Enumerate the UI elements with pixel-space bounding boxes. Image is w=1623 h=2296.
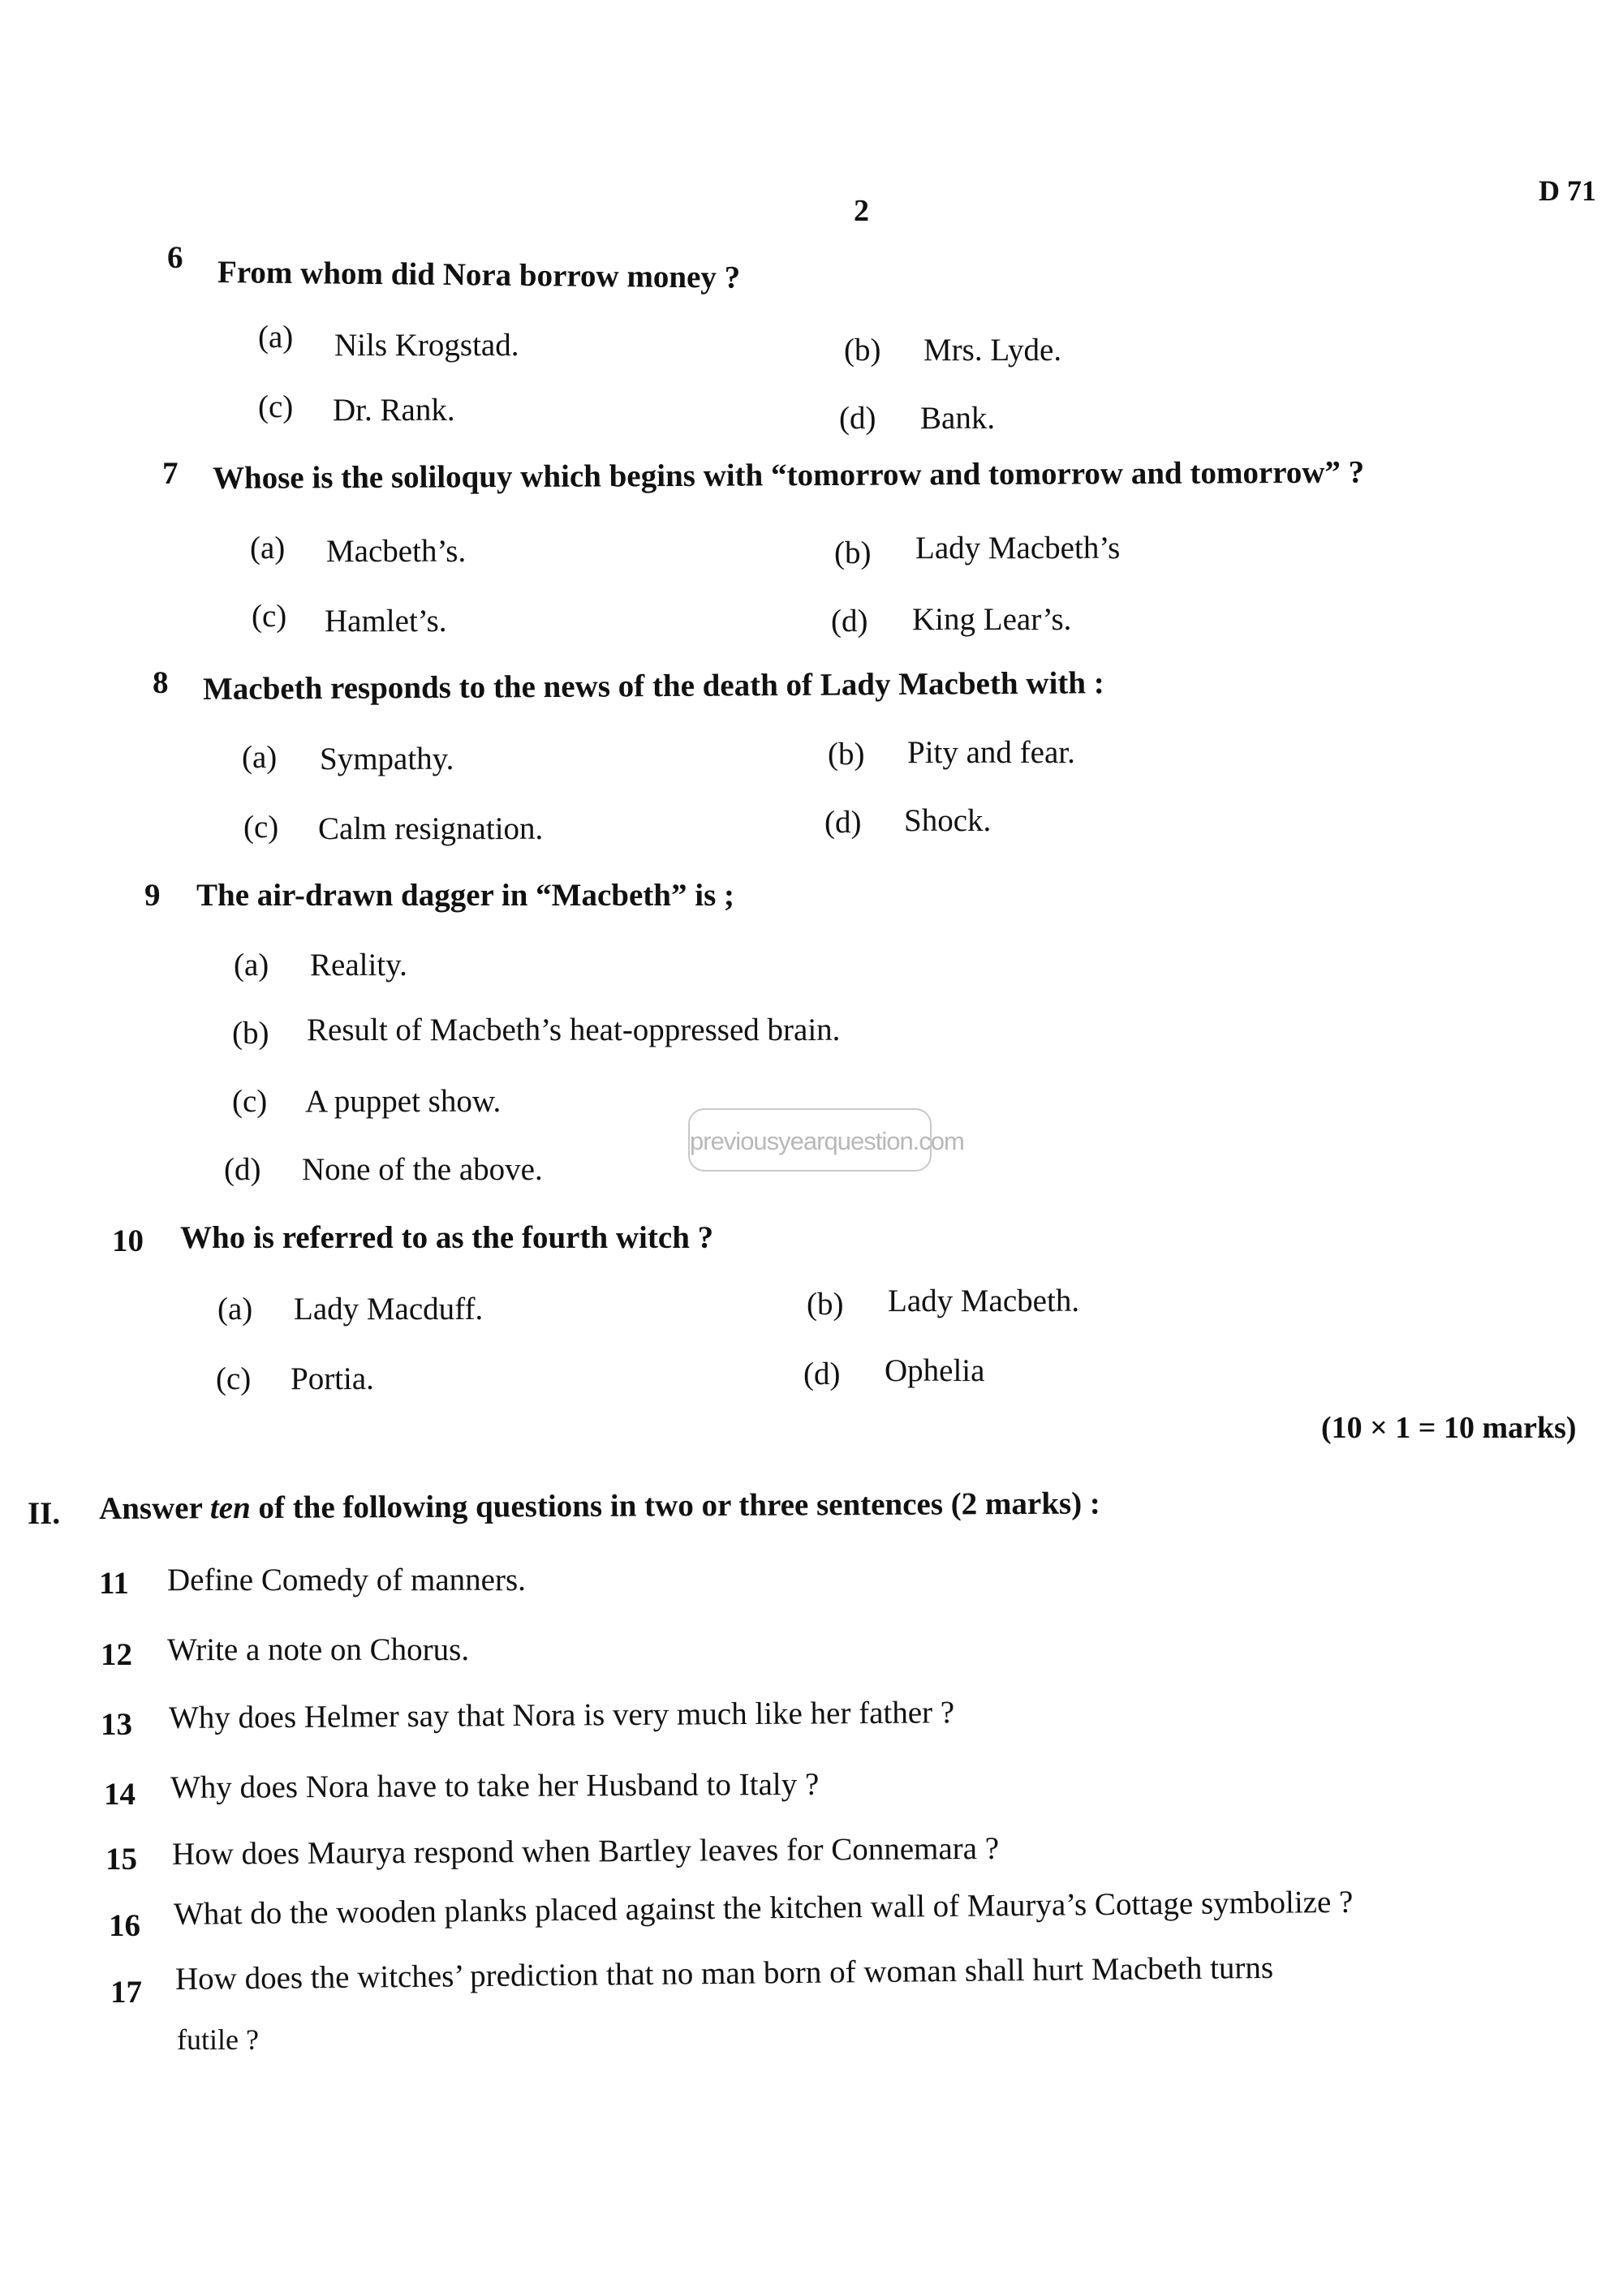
option-label: (c) [216,1361,252,1396]
option-text: Mrs. Lyde. [923,333,1062,368]
page-number: 2 [854,194,869,228]
paper-code: D 71 [1539,174,1596,207]
question-number: 16 [109,1908,140,1943]
question-number: 10 [112,1223,144,1258]
option-label: (d) [803,1357,841,1391]
option-text: Result of Macbeth’s heat-oppressed brain. [307,1013,841,1047]
question-number: 15 [105,1842,137,1877]
option-text: Lady Macbeth’s [915,531,1121,565]
question-text: What do the wooden planks placed against the kitchen wall of Maurya’s Cottage symbolize ? [173,1884,1354,1932]
instruction-post: of the following questions in two or three sentences (2 marks) : [250,1486,1100,1526]
option-label: (c) [252,599,287,634]
option-text: Portia. [291,1361,374,1396]
option-text: Lady Macduff. [294,1292,484,1326]
question-text: From whom did Nora borrow money ? [217,255,741,295]
option-label: (a) [258,320,294,355]
option-label: (c) [243,810,279,845]
question-text: Why does Nora have to take her Husband to Italy ? [170,1766,820,1805]
option-text: Reality. [310,948,407,982]
question-text: How does Maurya respond when Bartley leaves for Connemara ? [171,1830,1000,1872]
section-marks: (10 × 1 = 10 marks) [1321,1411,1577,1445]
section-numeral: II. [28,1496,61,1531]
instruction-pre: Answer [98,1490,210,1526]
option-text: Calm resignation. [318,811,544,846]
option-text: None of the above. [302,1152,543,1187]
question-number: 7 [162,456,179,491]
option-label: (d) [824,805,862,840]
option-text: Hamlet’s. [325,604,447,638]
option-label: (c) [258,389,294,424]
option-text: Sympathy. [320,742,454,776]
option-text: Dr. Rank. [333,393,455,428]
question-number: 8 [153,665,169,700]
section-instruction [99,1485,1100,1529]
option-label: (a) [217,1292,253,1326]
option-label: (a) [250,531,286,565]
option-text: Lady Macbeth. [888,1283,1080,1318]
option-text: King Lear’s. [912,602,1072,637]
option-text: Nils Krogstad. [334,328,519,363]
option-text: Bank. [920,401,996,436]
question-number: 6 [167,240,183,275]
option-text: Macbeth’s. [326,534,467,569]
option-label: (b) [834,535,872,570]
option-label: (b) [807,1287,844,1322]
watermark-logo: previousyearquestion.com [688,1108,932,1172]
option-label: (c) [232,1084,268,1119]
question-number: 17 [110,1975,142,2010]
question-number: 12 [101,1637,132,1672]
option-text: Pity and fear. [907,735,1075,770]
question-number: 14 [104,1777,136,1812]
option-label: (d) [224,1152,261,1187]
option-label: (b) [828,737,865,772]
question-text: Write a note on Chorus. [167,1632,470,1667]
option-label: (a) [242,740,278,775]
question-text: How does the witches’ prediction that no man born of woman shall hurt Macbeth turns [174,1950,1274,1997]
option-label: (a) [234,948,269,982]
question-number: 9 [144,878,161,913]
option-text: Shock. [904,803,992,838]
option-label: (d) [839,401,876,436]
option-label: (d) [831,604,868,638]
question-text: Why does Helmer say that Nora is very much like her father ? [168,1695,955,1735]
option-label: (b) [232,1016,269,1051]
option-label: (b) [844,333,881,368]
question-text: Macbeth responds to the news of the death of Lady Macbeth with : [202,665,1104,707]
question-number: 11 [99,1566,129,1601]
question-number: 13 [101,1707,132,1742]
question-text: Who is referred to as the fourth witch ? [180,1220,714,1255]
question-continuation: futile ? [177,2023,259,2056]
option-text: Ophelia [885,1353,985,1388]
instruction-emphasis: ten [209,1490,251,1526]
question-text: Define Comedy of manners. [167,1563,526,1597]
question-text: Whose is the soliloquy which begins with “tomorrow and tomorrow and tomorrow” ? [212,454,1365,496]
option-text: A puppet show. [305,1084,502,1119]
question-text: The air-drawn dagger in “Macbeth” is ; [196,878,734,913]
